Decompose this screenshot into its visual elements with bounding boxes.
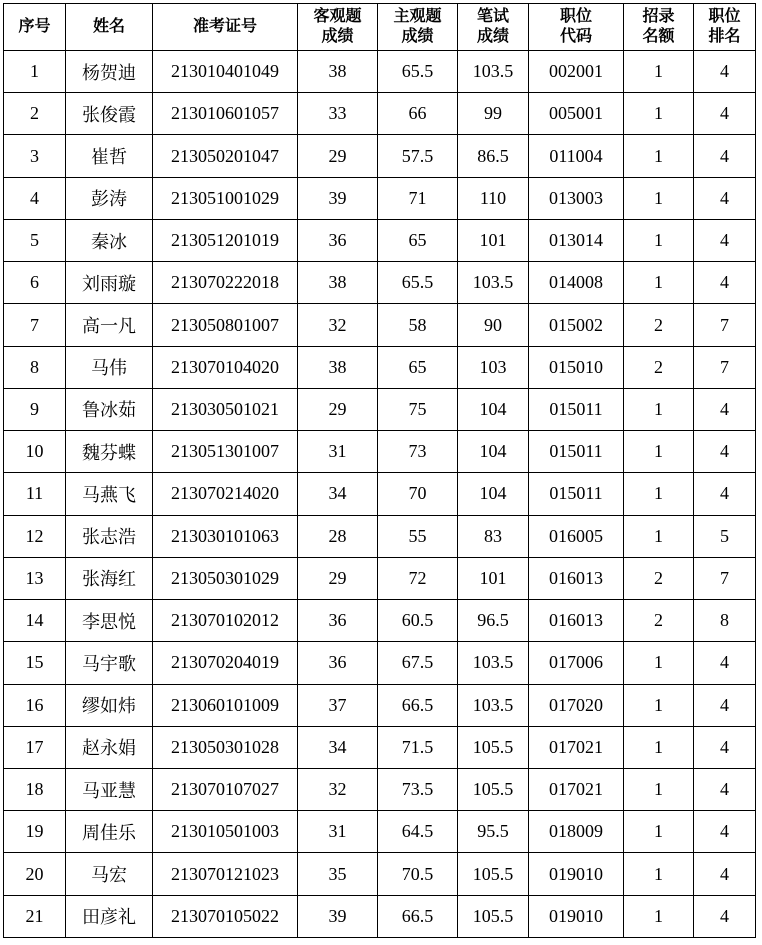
cell-written-score: 105.5 — [458, 853, 529, 895]
cell-subjective-score: 64.5 — [378, 811, 458, 853]
cell-written-score: 95.5 — [458, 811, 529, 853]
cell-objective-score: 29 — [298, 388, 378, 430]
column-header-text: 笔试 — [476, 8, 509, 26]
cell-subjective-score: 72 — [378, 557, 458, 599]
cell-position-rank: 4 — [694, 177, 756, 219]
table-row — [4, 684, 756, 726]
cell-index: 8 — [4, 346, 66, 388]
cell-objective-score: 38 — [298, 51, 378, 93]
cell-subjective-score: 66.5 — [378, 895, 458, 937]
cell-name: 彭涛 — [66, 177, 153, 219]
cell-name: 崔哲 — [66, 135, 153, 177]
cell-position-code: 013003 — [529, 177, 624, 219]
column-header-text: 职位 — [708, 8, 741, 26]
cell-index: 16 — [4, 684, 66, 726]
cell-ticket-number: 213030501021 — [153, 388, 298, 430]
cell-objective-score: 39 — [298, 177, 378, 219]
cell-position-rank: 4 — [694, 388, 756, 430]
cell-quota: 2 — [624, 304, 694, 346]
cell-subjective-score: 65.5 — [378, 51, 458, 93]
cell-objective-score: 29 — [298, 557, 378, 599]
cell-name: 马伟 — [66, 346, 153, 388]
cell-index: 21 — [4, 895, 66, 937]
table-row — [4, 219, 756, 261]
cell-subjective-score: 70 — [378, 473, 458, 515]
cell-position-code: 017021 — [529, 726, 624, 768]
cell-subjective-score: 73.5 — [378, 768, 458, 810]
cell-name: 田彦礼 — [66, 895, 153, 937]
cell-index: 18 — [4, 768, 66, 810]
cell-objective-score: 34 — [298, 726, 378, 768]
cell-position-rank: 7 — [694, 557, 756, 599]
cell-objective-score: 39 — [298, 895, 378, 937]
cell-quota: 2 — [624, 600, 694, 642]
cell-written-score: 103.5 — [458, 262, 529, 304]
column-header-written-score — [458, 4, 529, 51]
cell-quota: 1 — [624, 51, 694, 93]
cell-objective-score: 32 — [298, 768, 378, 810]
cell-written-score: 104 — [458, 388, 529, 430]
cell-position-rank: 4 — [694, 431, 756, 473]
cell-position-code: 015011 — [529, 473, 624, 515]
cell-subjective-score: 71.5 — [378, 726, 458, 768]
cell-quota: 1 — [624, 515, 694, 557]
cell-subjective-score: 65 — [378, 346, 458, 388]
cell-objective-score: 38 — [298, 262, 378, 304]
table-row — [4, 473, 756, 515]
cell-ticket-number: 213050301029 — [153, 557, 298, 599]
cell-index: 20 — [4, 853, 66, 895]
cell-ticket-number: 213050801007 — [153, 304, 298, 346]
table-row — [4, 515, 756, 557]
cell-quota: 2 — [624, 557, 694, 599]
table-row — [4, 51, 756, 93]
cell-position-rank: 4 — [694, 726, 756, 768]
column-header-text: 序号 — [18, 18, 51, 36]
cell-name: 刘雨璇 — [66, 262, 153, 304]
cell-quota: 1 — [624, 853, 694, 895]
cell-index: 4 — [4, 177, 66, 219]
cell-quota: 1 — [624, 684, 694, 726]
table-row — [4, 768, 756, 810]
cell-position-rank: 4 — [694, 768, 756, 810]
column-header-text: 名额 — [642, 28, 675, 45]
cell-ticket-number: 213050301028 — [153, 726, 298, 768]
cell-position-code: 017006 — [529, 642, 624, 684]
table-header — [4, 4, 756, 51]
cell-name: 张海红 — [66, 557, 153, 599]
cell-written-score: 83 — [458, 515, 529, 557]
cell-ticket-number: 213070214020 — [153, 473, 298, 515]
table-row — [4, 600, 756, 642]
cell-subjective-score: 58 — [378, 304, 458, 346]
column-header-text: 代码 — [559, 28, 592, 45]
column-header-text: 职位 — [559, 8, 592, 26]
cell-index: 15 — [4, 642, 66, 684]
cell-quota: 1 — [624, 93, 694, 135]
cell-position-rank: 4 — [694, 93, 756, 135]
cell-ticket-number: 213051001029 — [153, 177, 298, 219]
cell-name: 赵永娟 — [66, 726, 153, 768]
cell-ticket-number: 213010501003 — [153, 811, 298, 853]
cell-position-code: 005001 — [529, 93, 624, 135]
cell-ticket-number: 213070102012 — [153, 600, 298, 642]
cell-position-code: 002001 — [529, 51, 624, 93]
cell-subjective-score: 71 — [378, 177, 458, 219]
table-row — [4, 811, 756, 853]
table-body — [4, 51, 756, 938]
cell-objective-score: 32 — [298, 304, 378, 346]
cell-position-rank: 7 — [694, 346, 756, 388]
column-header-text: 成绩 — [476, 28, 509, 45]
exam-score-table — [3, 3, 756, 938]
cell-objective-score: 37 — [298, 684, 378, 726]
cell-quota: 1 — [624, 262, 694, 304]
cell-objective-score: 36 — [298, 600, 378, 642]
cell-index: 12 — [4, 515, 66, 557]
cell-written-score: 105.5 — [458, 768, 529, 810]
cell-written-score: 103.5 — [458, 642, 529, 684]
column-header-text: 准考证号 — [192, 18, 257, 36]
cell-name: 高一凡 — [66, 304, 153, 346]
cell-index: 3 — [4, 135, 66, 177]
cell-written-score: 105.5 — [458, 895, 529, 937]
cell-position-rank: 4 — [694, 219, 756, 261]
cell-quota: 1 — [624, 895, 694, 937]
cell-name: 周佳乐 — [66, 811, 153, 853]
cell-name: 马亚慧 — [66, 768, 153, 810]
cell-name: 秦冰 — [66, 219, 153, 261]
cell-ticket-number: 213070107027 — [153, 768, 298, 810]
cell-position-code: 015002 — [529, 304, 624, 346]
cell-subjective-score: 55 — [378, 515, 458, 557]
cell-ticket-number: 213060101009 — [153, 684, 298, 726]
cell-position-code: 011004 — [529, 135, 624, 177]
cell-subjective-score: 75 — [378, 388, 458, 430]
cell-position-code: 018009 — [529, 811, 624, 853]
table-row — [4, 93, 756, 135]
column-header-position-code — [529, 4, 624, 51]
cell-position-code: 016013 — [529, 600, 624, 642]
cell-ticket-number: 213070121023 — [153, 853, 298, 895]
cell-objective-score: 34 — [298, 473, 378, 515]
cell-position-code: 019010 — [529, 853, 624, 895]
table-row — [4, 431, 756, 473]
cell-written-score: 90 — [458, 304, 529, 346]
cell-written-score: 101 — [458, 219, 529, 261]
cell-written-score: 103.5 — [458, 51, 529, 93]
cell-written-score: 96.5 — [458, 600, 529, 642]
cell-subjective-score: 73 — [378, 431, 458, 473]
column-header-text: 排名 — [708, 28, 741, 45]
cell-position-rank: 4 — [694, 135, 756, 177]
cell-index: 9 — [4, 388, 66, 430]
column-header-text: 成绩 — [321, 28, 354, 45]
cell-subjective-score: 65 — [378, 219, 458, 261]
cell-objective-score: 28 — [298, 515, 378, 557]
cell-position-code: 015011 — [529, 431, 624, 473]
cell-position-rank: 4 — [694, 684, 756, 726]
cell-written-score: 110 — [458, 177, 529, 219]
cell-written-score: 104 — [458, 431, 529, 473]
cell-written-score: 99 — [458, 93, 529, 135]
column-header-objective-score — [298, 4, 378, 51]
cell-written-score: 86.5 — [458, 135, 529, 177]
cell-written-score: 101 — [458, 557, 529, 599]
cell-position-code: 013014 — [529, 219, 624, 261]
cell-name: 马宇歌 — [66, 642, 153, 684]
cell-ticket-number: 213051201019 — [153, 219, 298, 261]
cell-quota: 1 — [624, 431, 694, 473]
cell-quota: 1 — [624, 642, 694, 684]
cell-quota: 1 — [624, 726, 694, 768]
table-row — [4, 177, 756, 219]
cell-position-rank: 4 — [694, 853, 756, 895]
cell-position-rank: 8 — [694, 600, 756, 642]
cell-position-rank: 4 — [694, 811, 756, 853]
cell-subjective-score: 66.5 — [378, 684, 458, 726]
table-row — [4, 557, 756, 599]
cell-subjective-score: 60.5 — [378, 600, 458, 642]
cell-position-code: 016005 — [529, 515, 624, 557]
cell-index: 2 — [4, 93, 66, 135]
cell-index: 17 — [4, 726, 66, 768]
cell-ticket-number: 213010601057 — [153, 93, 298, 135]
cell-index: 6 — [4, 262, 66, 304]
cell-position-rank: 7 — [694, 304, 756, 346]
cell-position-code: 015010 — [529, 346, 624, 388]
cell-name: 马燕飞 — [66, 473, 153, 515]
table-row — [4, 726, 756, 768]
cell-index: 14 — [4, 600, 66, 642]
cell-name: 李思悦 — [66, 600, 153, 642]
table-row — [4, 853, 756, 895]
column-header-name — [66, 4, 153, 51]
cell-written-score: 104 — [458, 473, 529, 515]
cell-ticket-number: 213070222018 — [153, 262, 298, 304]
cell-subjective-score: 66 — [378, 93, 458, 135]
cell-objective-score: 36 — [298, 642, 378, 684]
cell-name: 张俊霞 — [66, 93, 153, 135]
cell-subjective-score: 57.5 — [378, 135, 458, 177]
cell-position-code: 014008 — [529, 262, 624, 304]
cell-objective-score: 33 — [298, 93, 378, 135]
table-row — [4, 304, 756, 346]
cell-index: 1 — [4, 51, 66, 93]
table-row — [4, 262, 756, 304]
cell-ticket-number: 213010401049 — [153, 51, 298, 93]
table-row — [4, 642, 756, 684]
cell-ticket-number: 213070104020 — [153, 346, 298, 388]
table-row — [4, 135, 756, 177]
cell-written-score: 103 — [458, 346, 529, 388]
cell-position-code: 015011 — [529, 388, 624, 430]
cell-index: 19 — [4, 811, 66, 853]
cell-quota: 1 — [624, 388, 694, 430]
cell-objective-score: 29 — [298, 135, 378, 177]
column-header-text: 主观题 — [393, 8, 442, 26]
cell-quota: 1 — [624, 811, 694, 853]
column-header-position-rank — [694, 4, 756, 51]
cell-quota: 1 — [624, 135, 694, 177]
cell-subjective-score: 65.5 — [378, 262, 458, 304]
cell-written-score: 105.5 — [458, 726, 529, 768]
table-row — [4, 346, 756, 388]
cell-index: 5 — [4, 219, 66, 261]
cell-index: 10 — [4, 431, 66, 473]
cell-quota: 1 — [624, 219, 694, 261]
header-row — [4, 4, 756, 51]
cell-subjective-score: 70.5 — [378, 853, 458, 895]
cell-objective-score: 35 — [298, 853, 378, 895]
cell-objective-score: 38 — [298, 346, 378, 388]
column-header-text: 客观题 — [313, 8, 362, 26]
cell-name: 张志浩 — [66, 515, 153, 557]
cell-position-code: 019010 — [529, 895, 624, 937]
cell-quota: 1 — [624, 177, 694, 219]
column-header-text: 成绩 — [401, 28, 434, 45]
cell-objective-score: 36 — [298, 219, 378, 261]
cell-ticket-number: 213070105022 — [153, 895, 298, 937]
cell-position-code: 016013 — [529, 557, 624, 599]
cell-ticket-number: 213070204019 — [153, 642, 298, 684]
cell-name: 杨贺迪 — [66, 51, 153, 93]
cell-position-rank: 4 — [694, 473, 756, 515]
cell-position-rank: 4 — [694, 51, 756, 93]
cell-quota: 1 — [624, 768, 694, 810]
column-header-index — [4, 4, 66, 51]
cell-name: 魏芬蝶 — [66, 431, 153, 473]
cell-objective-score: 31 — [298, 431, 378, 473]
cell-quota: 1 — [624, 473, 694, 515]
cell-position-code: 017021 — [529, 768, 624, 810]
cell-position-rank: 4 — [694, 895, 756, 937]
column-header-subjective-score — [378, 4, 458, 51]
cell-index: 11 — [4, 473, 66, 515]
cell-quota: 2 — [624, 346, 694, 388]
table-row — [4, 895, 756, 937]
cell-position-rank: 5 — [694, 515, 756, 557]
cell-index: 7 — [4, 304, 66, 346]
column-header-quota — [624, 4, 694, 51]
cell-name: 鲁冰茹 — [66, 388, 153, 430]
cell-position-code: 017020 — [529, 684, 624, 726]
column-header-text: 姓名 — [92, 18, 125, 36]
cell-position-rank: 4 — [694, 262, 756, 304]
column-header-text: 招录 — [642, 8, 675, 26]
cell-ticket-number: 213050201047 — [153, 135, 298, 177]
table-row — [4, 388, 756, 430]
cell-subjective-score: 67.5 — [378, 642, 458, 684]
cell-ticket-number: 213051301007 — [153, 431, 298, 473]
cell-ticket-number: 213030101063 — [153, 515, 298, 557]
cell-written-score: 103.5 — [458, 684, 529, 726]
cell-name: 马宏 — [66, 853, 153, 895]
column-header-ticket-number — [153, 4, 298, 51]
cell-position-rank: 4 — [694, 642, 756, 684]
cell-index: 13 — [4, 557, 66, 599]
cell-objective-score: 31 — [298, 811, 378, 853]
cell-name: 缪如炜 — [66, 684, 153, 726]
